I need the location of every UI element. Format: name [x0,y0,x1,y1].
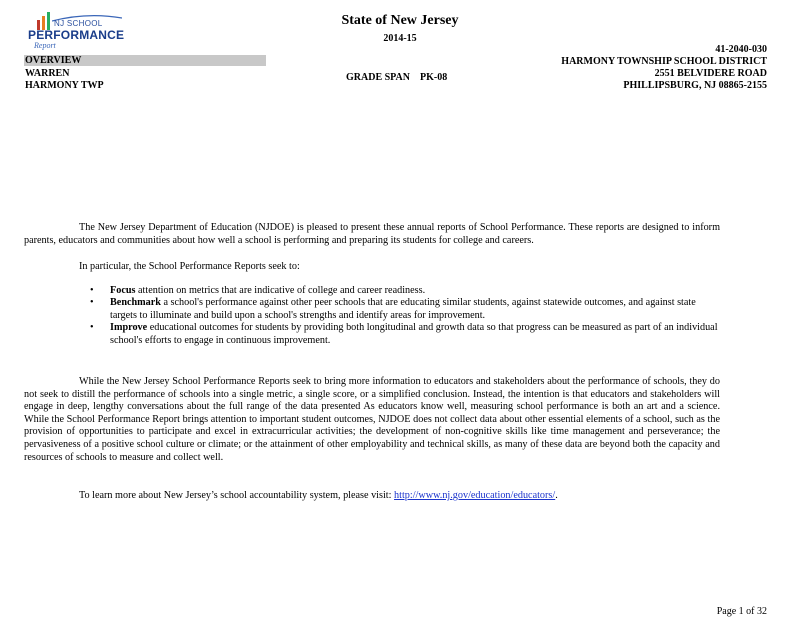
bullet-keyword: Focus [110,285,136,296]
intro-paragraph-1: The New Jersey Department of Education (NJDOE) is pleased to present these annual reports of School Performance. These reports are designed to inform parents, educators and communities about how well a school is performing and preparing its students for college and careers. [24,222,720,246]
learn-more-text: To learn more about New Jersey’s school accountability system, please visit: [79,490,395,501]
address-line-2: PHILLIPSBURG, NJ 08865-2155 [623,80,767,91]
accountability-link[interactable]: http://www.nj.gov/education/educators/ [394,490,556,501]
learn-more-end: . [555,490,558,501]
list-item [88,322,720,347]
goals-list [88,285,720,347]
grade-span-value: PK-08 [419,72,448,83]
learn-more-paragraph [79,490,719,503]
bullet-icon: • [90,285,94,296]
bullet-keyword: Improve [110,322,148,334]
list-item [88,285,720,297]
page-title: State of New Jersey [341,13,459,28]
municipality-name: HARMONY TWP [25,80,104,91]
bullet-text: a school's performance against other peer schools that are educating similar students, against statewide outcomes, and against state targets to illuminate and build upon a school's strengths and identify areas for improvement. [110,297,696,321]
bullet-text: attention on metrics that are indicative of college and career readiness. [135,285,426,296]
logo-text-performance: PERFORMANCE [28,28,125,42]
bullet-text: educational outcomes for students by providing both longitudinal and growth data so that progress can be measured as part of an individual school's efforts to engage in continuous improvement. [110,322,718,346]
intro-paragraph-3: While the New Jersey School Performance Reports seek to bring more information to educators and stakeholders about the performance of schools, they do not seek to distill the performance of schools into a single metric, a single score, or a simplified conclusion. Instead, the intention is that educators and stakeholders will engage in deep, lengthy conversations about the full range of the data presented As educators know well, measuring school performance is both an art and a science. While the School Performance Report brings attention to important student outcomes, NJDOE does not collect data about other essential elements of a school, such as the provision of opportunities to participate and excel in extracurricular activities; the development of non-cognitive skills like time management and perseverance; the pervasiveness of a positive school culture or climate; or the attainment of other employability and technical skills, as many of these data are beyond both the capacity and resources of schools to measure and collect well. [24,376,720,463]
overview-label: OVERVIEW [25,55,82,66]
list-item [88,297,720,322]
page-number: Page 1 of 32 [716,606,767,617]
intro-paragraph-2: In particular, the School Performance Reports seek to: [79,261,300,272]
bullet-keyword: Benchmark [110,297,161,309]
district-name: HARMONY TOWNSHIP SCHOOL DISTRICT [561,56,767,67]
school-code: 41-2040-030 [715,44,767,55]
grade-span-label: GRADE SPAN [346,72,410,83]
logo-text-nj-school: NJ SCHOOL [54,19,103,28]
grade-span [346,72,447,83]
address-line-1: 2551 BELVIDERE ROAD [654,68,767,79]
report-year: 2014-15 [383,33,417,44]
county-name: WARREN [25,68,70,79]
logo-text-report: Report [34,41,56,50]
bullet-icon: • [90,322,94,334]
bullet-icon: • [90,297,94,309]
